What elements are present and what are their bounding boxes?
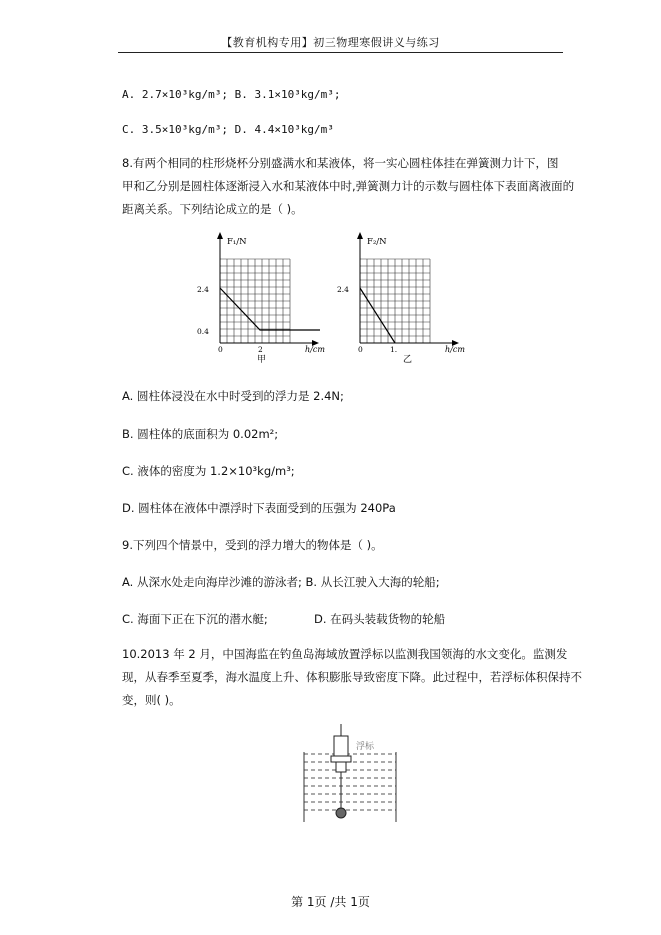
buoy-diagram: [300, 722, 400, 832]
q10-stem-line2: 现，从春季至夏季，海水温度上升、体积膨胀导致密度下降。此过程中，若浮标体积保持不: [122, 670, 582, 684]
graph-b-grid: [360, 259, 430, 343]
graph-a-xtick-0: 0: [218, 345, 223, 354]
graph-a-caption: 甲: [257, 355, 267, 365]
q8-stem-line2: 甲和乙分别是圆柱体逐渐浸入水和某液体中时,弹簧测力计的示数与圆柱体下表面离液面的: [122, 179, 575, 193]
q7-options-line2: C. 3.5×10³kg/m³; D. 4.4×10³kg/m³: [122, 123, 334, 136]
graph-b-series-line: [360, 288, 395, 343]
buoy-body: [334, 736, 348, 756]
page-footer: 第 1页 /共 1页: [291, 895, 370, 909]
q9-options-line1: A. 从深水处走向海岸沙滩的游泳者; B. 从长江驶入大海的轮船;: [122, 575, 440, 589]
graph-a-y-arrow: [217, 232, 223, 239]
graph-a-ytick-2.4: 2.4: [197, 285, 209, 294]
graph-b-ylabel: F₂/N: [367, 237, 387, 247]
q8-stem-line3: 距离关系。下列结论成立的是（ )。: [122, 202, 303, 216]
q9-option-d: D. 在码头装载货物的轮船: [314, 612, 446, 626]
graph-b-xlabel: h/cm: [445, 345, 465, 354]
buoy-anchor-weight: [336, 808, 346, 818]
buoy-base: [336, 762, 346, 772]
q8-option-d: D. 圆柱体在液体中漂浮时下表面受到的压强为 240Pa: [122, 501, 396, 515]
q8-option-b: B. 圆柱体的底面积为 0.02m²;: [122, 427, 279, 441]
q9-option-c: C. 海面下正在下沉的潜水艇;: [122, 612, 268, 626]
graph-b-ytick-2.4: 2.4: [337, 285, 349, 294]
q9-stem: 9.下列四个情景中，受到的浮力增大的物体是（ )。: [122, 538, 383, 552]
graph-b-xtick-0: 0: [358, 345, 363, 354]
page-header: 【教育机构专用】初三物理寒假讲义与练习: [221, 36, 440, 49]
q8-stem-line1: 8.有两个相同的柱形烧杯分别盛满水和某液体，将一实心圆柱体挂在弹簧测力计下，图: [122, 156, 559, 170]
q10-stem-line3: 变，则( )。: [122, 693, 181, 707]
graph-a-xtick-2: 2: [258, 345, 263, 354]
graph-a: [195, 228, 335, 368]
q8-option-c: C. 液体的密度为 1.2×10³kg/m³;: [122, 464, 295, 478]
graph-a-xlabel: h/cm: [305, 345, 325, 354]
q7-options-line1: A. 2.7×10³kg/m³; B. 3.1×10³kg/m³;: [122, 88, 341, 101]
buoy-collar: [331, 756, 351, 762]
buoy-label: 浮标: [356, 742, 375, 752]
q8-option-a: A. 圆柱体浸没在水中时受到的浮力是 2.4N;: [122, 389, 344, 403]
graph-b-y-arrow: [357, 232, 363, 239]
graph-a-ytick-0.4: 0.4: [197, 327, 209, 336]
graph-b-xtick-1: 1.: [390, 345, 398, 354]
graph-b: [335, 228, 475, 368]
header-divider: [118, 52, 563, 53]
graph-a-ylabel: F₁/N: [227, 237, 247, 247]
graph-b-caption: 乙: [403, 355, 413, 365]
q10-stem-line1: 10.2013 年 2 月，中国海监在钓鱼岛海域放置浮标以监测我国领海的水文变化。监测发: [122, 647, 568, 661]
